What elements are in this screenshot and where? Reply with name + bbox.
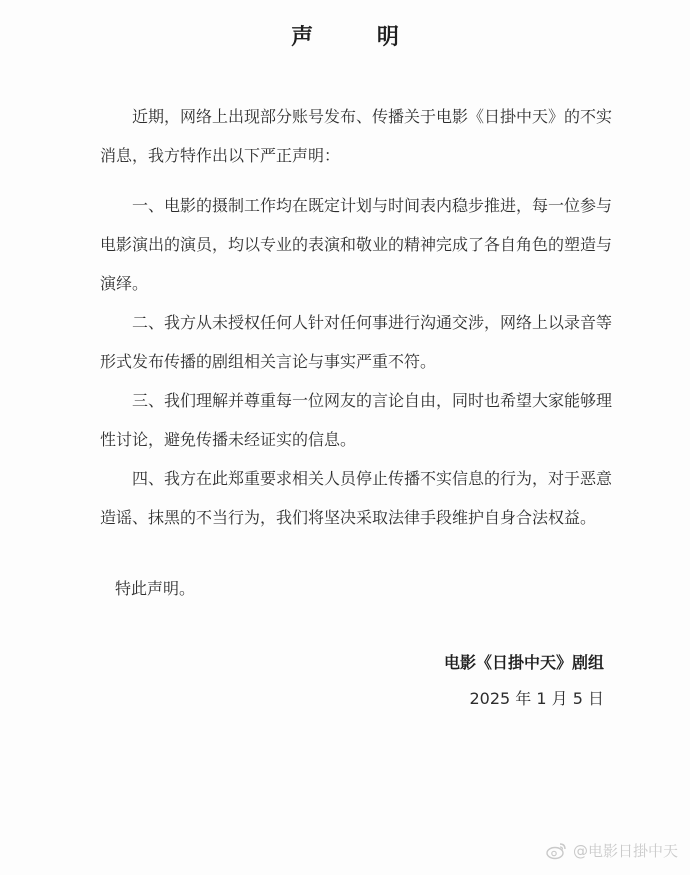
- point-3-paragraph: 三、我们理解并尊重每一位网友的言论自由，同时也希望大家能够理性讨论，避免传播未经证实的信息。: [100, 391, 613, 449]
- point-1-paragraph: 一、电影的摄制工作均在既定计划与时间表内稳步推进，每一位参与电影演出的演员，均以专业的表演和敬业的精神完成了各自角色的塑造与演绎。: [100, 196, 613, 293]
- point-2-paragraph: 二、我方从未授权任何人针对任何事进行沟通交涉，网络上以录音等形式发布传播的剧组相关言论与事实严重不符。: [100, 313, 613, 371]
- document-title: 声 明: [291, 25, 427, 50]
- weibo-icon: [545, 842, 567, 860]
- signature: 电影《日掛中天》剧组: [443, 653, 604, 672]
- watermark-text: @电影日掛中天: [572, 842, 678, 860]
- point-4-paragraph: 四、我方在此郑重要求相关人员停止传播不实信息的行为，对于恶意造谣、抹黑的不当行为，我们将坚决采取法律手段维护自身合法权益。: [100, 469, 613, 527]
- intro-paragraph: 近期，网络上出现部分账号发布、传播关于电影《日掛中天》的不实消息，我方特作出以下严正声明：: [100, 107, 613, 165]
- watermark: [545, 840, 678, 861]
- date-line: 2025 年 1 月 5 日: [469, 689, 604, 708]
- closing-line: 特此声明。: [115, 579, 196, 598]
